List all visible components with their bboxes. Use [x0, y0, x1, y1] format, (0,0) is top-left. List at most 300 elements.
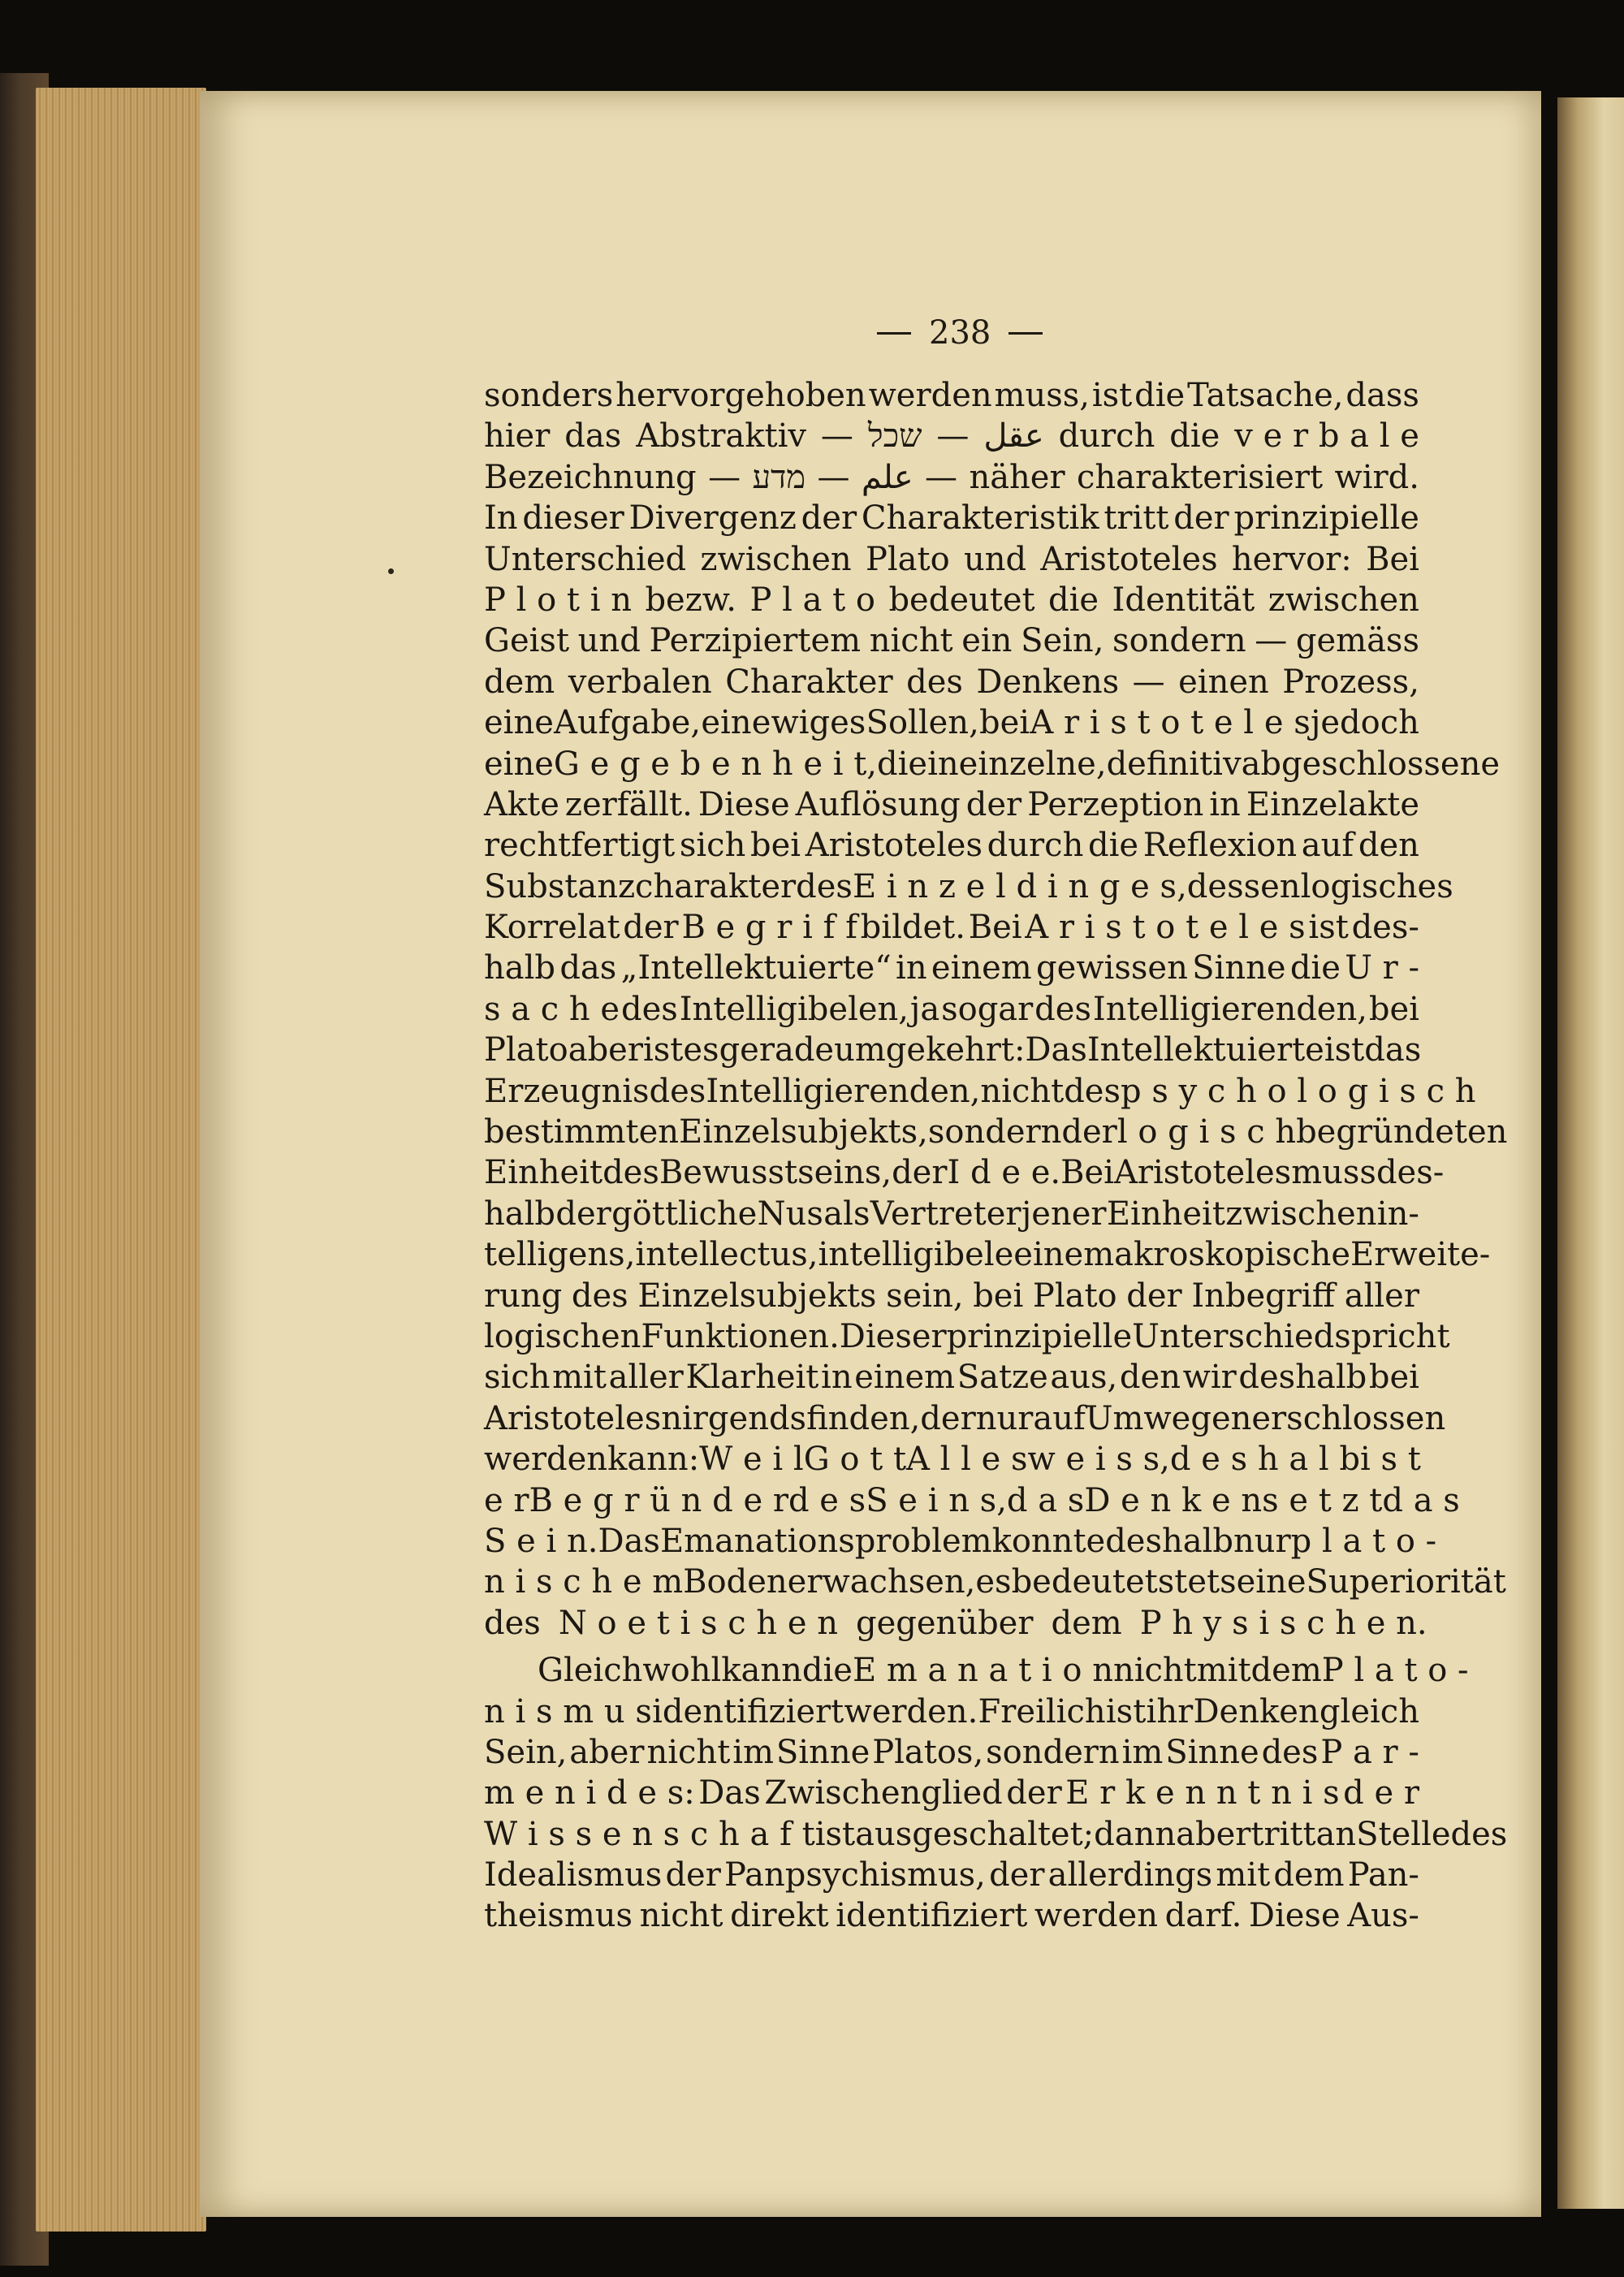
word: erschlossen [1251, 1399, 1446, 1437]
text-line [484, 1316, 1450, 1357]
word: Unterschied [484, 540, 687, 578]
word: Freilich [978, 1692, 1106, 1730]
text-line [484, 1480, 1460, 1521]
word: darf. [1164, 1897, 1242, 1935]
word: des [649, 1072, 706, 1110]
word: Klarheit [685, 1359, 819, 1397]
word: der [989, 1856, 1045, 1895]
word: aber [569, 1733, 645, 1771]
word: Abstraktiv [636, 417, 806, 456]
word: direkt [730, 1897, 829, 1935]
word: einem [854, 1359, 956, 1397]
page-header [877, 309, 1072, 357]
word: Perzeption [1027, 785, 1204, 823]
word: Zwischenglied [764, 1774, 1003, 1813]
text-line [484, 1650, 1469, 1691]
word: in [927, 745, 959, 783]
word: durch [987, 827, 1084, 865]
word: aber [1176, 1815, 1251, 1853]
word: jedoch [1310, 704, 1419, 742]
word: nicht [869, 622, 953, 660]
word: A r i s t o t e l e s [1030, 704, 1311, 742]
word: bedeutet [1011, 1563, 1158, 1601]
word: aller [608, 1359, 684, 1397]
word: sondern [986, 1733, 1120, 1771]
word: Stelle [1356, 1815, 1451, 1853]
word: die [877, 745, 928, 783]
word: Einheit [484, 1154, 603, 1192]
word: werden. [844, 1692, 978, 1730]
word: theismus [484, 1897, 633, 1935]
text-line [484, 580, 1419, 620]
word: d e r [1343, 1774, 1419, 1813]
word: Sinne [775, 1733, 870, 1771]
text-line [484, 866, 1453, 907]
text-line [484, 907, 1419, 948]
word: — [1255, 622, 1288, 660]
word: göttliche [611, 1195, 758, 1233]
word: hervor: [1231, 540, 1352, 578]
text-line [484, 702, 1419, 743]
word: kann [721, 1652, 802, 1690]
word: deshalb [1238, 1359, 1367, 1397]
word: Bezeichnung [484, 458, 697, 496]
word: mit [552, 1359, 607, 1397]
word: Boden [683, 1563, 788, 1601]
word: s e t z t [1262, 1481, 1383, 1519]
text-line [484, 1814, 1508, 1855]
word: in- [1376, 1195, 1419, 1233]
text-line [484, 1276, 1419, 1316]
word: Korrelat [484, 909, 620, 947]
word: logisches [1300, 867, 1453, 905]
word: G o t t [803, 1441, 907, 1479]
word: E m a n a t i o n [852, 1652, 1113, 1690]
word: Identität [1112, 581, 1255, 619]
word: der [1006, 1774, 1062, 1813]
word: abgeschlossene [1241, 745, 1501, 783]
word: des [620, 990, 678, 1028]
word: Prozess, [1282, 663, 1419, 701]
word: p l a t o - [1290, 1522, 1437, 1560]
word: gewissen [1036, 949, 1188, 987]
text-line [484, 744, 1501, 784]
word: Plato [484, 1031, 568, 1069]
word: im [732, 1733, 774, 1771]
word: zerfällt. [564, 785, 693, 823]
word: Diese [698, 785, 790, 823]
word: eine [484, 704, 554, 742]
word: Erweite- [1350, 1236, 1491, 1274]
word: das [1364, 1031, 1422, 1069]
word: dem [1250, 1652, 1322, 1690]
word: Bei [1366, 540, 1419, 578]
word: שכל [867, 417, 922, 456]
word: sein, [886, 1277, 964, 1315]
word: einem [931, 949, 1032, 987]
word: rechtfertigt [484, 827, 676, 865]
word: der [965, 785, 1022, 823]
word: nicht [646, 1733, 731, 1771]
text-line [484, 1895, 1419, 1936]
word: Charakteristik [861, 499, 1099, 538]
word: im [1121, 1733, 1164, 1771]
text-line [484, 1439, 1419, 1480]
word: des [603, 1154, 659, 1192]
word: nur [975, 1399, 1034, 1437]
word: bei [979, 704, 1030, 742]
word: Unterschied [1132, 1317, 1335, 1355]
word: in [896, 949, 927, 987]
word: des- [1351, 909, 1419, 947]
word: die [1289, 949, 1341, 987]
word: — [817, 458, 850, 496]
word: hervorgehoben [615, 377, 866, 414]
word: bei [1368, 990, 1419, 1028]
word: d e s h a l b [1169, 1441, 1360, 1479]
word: d a s [1006, 1481, 1085, 1519]
word: nur [1233, 1522, 1291, 1560]
word: eine [1236, 1563, 1307, 1601]
word: ist [1324, 1031, 1365, 1069]
word: P h y s i s c h e n. [1139, 1604, 1427, 1642]
word: charakterisiert [1077, 458, 1324, 496]
word: zwischen [1225, 1195, 1377, 1233]
word: eine [484, 745, 554, 783]
word: umgekehrt: [834, 1031, 1026, 1069]
text-line [484, 1071, 1476, 1112]
word: muss, [994, 377, 1090, 414]
word: Pan- [1347, 1856, 1419, 1895]
text-line [484, 1855, 1419, 1895]
word: das [559, 949, 617, 987]
word: bei [973, 1277, 1024, 1315]
word: finden, [806, 1399, 921, 1437]
word: auf [1033, 1399, 1086, 1437]
word: die [1169, 417, 1220, 456]
word: an [1315, 1815, 1357, 1853]
word: s a c h e [484, 990, 620, 1028]
word: intelligibele [818, 1236, 1014, 1274]
word: in [1209, 785, 1241, 823]
word: dass [1345, 377, 1419, 414]
word: die [801, 1652, 853, 1690]
text-line [484, 989, 1419, 1030]
text-line [484, 948, 1419, 988]
word: die [1134, 377, 1186, 414]
text-line [484, 1692, 1419, 1732]
word: rung [484, 1277, 563, 1315]
body-text [484, 375, 1508, 1937]
word: eine [1013, 1236, 1084, 1274]
word: aus, [1050, 1359, 1118, 1397]
word: ist [1091, 377, 1133, 414]
word: das [564, 417, 622, 456]
word: sonders [484, 377, 614, 414]
word: bezw. [645, 581, 736, 619]
word: der [555, 1195, 611, 1233]
word: sich [679, 827, 746, 865]
word: identifiziert [652, 1692, 844, 1730]
header-dash-right [1009, 332, 1043, 335]
facing-page-edge [1557, 97, 1624, 2209]
word: Umwegen [1085, 1399, 1252, 1437]
word: definitiv [1106, 745, 1242, 783]
word: identifiziert [836, 1897, 1028, 1935]
word: sondern [1112, 622, 1246, 660]
word: aller [1344, 1277, 1419, 1315]
word: Tatsache, [1187, 377, 1344, 414]
word: Das [1025, 1031, 1087, 1069]
word: als [823, 1195, 870, 1233]
word: Aufgabe, [554, 704, 702, 742]
word: Gleichwohl [538, 1652, 722, 1690]
word: muss [1291, 1154, 1376, 1192]
word: es [683, 1031, 719, 1069]
word: — [925, 458, 958, 496]
text-line [484, 620, 1419, 661]
text-line [484, 1603, 1427, 1644]
word: P l a t o [749, 581, 876, 619]
word: Plato [1032, 1277, 1117, 1315]
word: I d e e. [947, 1154, 1061, 1192]
text-line [484, 1562, 1506, 1602]
word: der [920, 1399, 976, 1437]
word: deshalb [1105, 1522, 1233, 1560]
word: allerdings [1047, 1856, 1213, 1895]
text-line [484, 1112, 1508, 1152]
word: d e s [788, 1481, 866, 1519]
word: E r k e n n t n i s [1065, 1774, 1340, 1813]
word: Aristoteles [1113, 1154, 1292, 1192]
word: des [906, 663, 963, 701]
word: Bewusstseins, [659, 1154, 892, 1192]
text-line [484, 1732, 1419, 1773]
word: aber [568, 1031, 643, 1069]
word: der [665, 1856, 721, 1895]
word: Denkens [976, 663, 1120, 701]
word: spricht [1334, 1317, 1450, 1355]
word: der [623, 909, 679, 947]
word: intellectus, [635, 1236, 818, 1274]
word: werden [484, 1441, 608, 1479]
word: P l o t i n [484, 581, 632, 619]
word: Intelligibelen, [679, 990, 909, 1028]
text-line [484, 1152, 1445, 1193]
word: Bei [1060, 1154, 1114, 1192]
word: durch [1058, 417, 1155, 456]
text-line [484, 662, 1419, 702]
word: B e g r ü n d e r [529, 1481, 788, 1519]
word: auf [1301, 827, 1354, 865]
word: jener [1021, 1195, 1107, 1233]
page-number: 238 [929, 314, 991, 352]
text-line [484, 825, 1419, 866]
word: Auflösung [795, 785, 961, 823]
word: des [571, 1277, 628, 1315]
word: der [1126, 1277, 1182, 1315]
word: des [1261, 1733, 1319, 1771]
word: S e i n s, [866, 1481, 1007, 1519]
word: stets [1157, 1563, 1237, 1601]
word: und [963, 540, 1027, 578]
word: tritt [1250, 1815, 1316, 1853]
word: Denken [1193, 1692, 1320, 1730]
word: — [708, 458, 741, 496]
word: bedeutet [888, 581, 1035, 619]
word: G e g e b e n h e i t, [553, 745, 878, 783]
word: ja [909, 990, 940, 1028]
word: der [1173, 499, 1229, 538]
word: „Intellektuierte“ [620, 949, 892, 987]
word: nicht [1112, 1652, 1197, 1690]
word: Reflexion [1142, 827, 1298, 865]
word: nicht [980, 1072, 1065, 1110]
word: Sollen, [866, 704, 979, 742]
word: logischen [484, 1317, 641, 1355]
text-line [484, 498, 1419, 538]
word: ist [642, 1031, 684, 1069]
word: ausgeschaltet; [855, 1815, 1095, 1853]
word: wird. [1334, 458, 1419, 496]
word: Aristoteles [484, 1399, 662, 1437]
word: Das [698, 1774, 761, 1813]
word: w e i s s, [1027, 1441, 1170, 1479]
word: der [892, 1154, 948, 1192]
word: nicht [639, 1897, 723, 1935]
word: des [1064, 1072, 1121, 1110]
word: A r i s t o t e l e s [1025, 909, 1306, 947]
word: Platos, [872, 1733, 984, 1771]
text-line [484, 1398, 1446, 1439]
word: Vertreter [870, 1195, 1021, 1233]
word: Einheit [1106, 1195, 1225, 1233]
word: des [1034, 990, 1091, 1028]
word: l o g i s c h [1116, 1113, 1297, 1151]
word: halb [484, 949, 556, 987]
word: Geist [484, 622, 570, 660]
text-line [484, 539, 1419, 580]
word: tritt [1104, 499, 1169, 538]
word: Sinne [1165, 1733, 1259, 1771]
word: W e i l [699, 1441, 804, 1479]
word: begründeten [1296, 1113, 1508, 1151]
word: dann [1094, 1815, 1177, 1853]
word: E i n z e l d i n g e s, [852, 867, 1187, 905]
word: علم [861, 458, 914, 496]
word: — [1132, 663, 1165, 701]
word: und [577, 622, 641, 660]
word: dem [1273, 1856, 1345, 1895]
word: gleich [1319, 1692, 1419, 1730]
word: d a s [1382, 1481, 1460, 1519]
word: werden [1034, 1897, 1158, 1935]
word: sogar [941, 990, 1034, 1028]
word: N o e t i s c h e n [558, 1604, 838, 1642]
word: Superiorität [1306, 1563, 1506, 1601]
word: den [1358, 827, 1419, 865]
page-edges [36, 88, 206, 2232]
word: prinzipielle [1233, 499, 1419, 538]
text-line [484, 1030, 1422, 1070]
word: In [484, 499, 518, 538]
word: Sinne [1192, 949, 1286, 987]
word: gemäss [1295, 622, 1419, 660]
word: des [484, 1604, 541, 1642]
word: Panpsychismus, [724, 1856, 986, 1895]
text-line [484, 1773, 1419, 1813]
word: Sein, [484, 1733, 568, 1771]
word: — [936, 417, 970, 456]
word: S e i n. [484, 1522, 598, 1560]
word: wir [1182, 1359, 1237, 1397]
word: ewiges [751, 704, 866, 742]
word: halb [484, 1195, 556, 1233]
word: Erzeugnis [484, 1072, 650, 1110]
word: i s t [1360, 1441, 1421, 1479]
word: sondern [927, 1113, 1062, 1151]
word: v e r b a l e [1234, 417, 1419, 456]
word: Sein, [1021, 622, 1104, 660]
word: der [801, 499, 857, 538]
word: D e n k e n [1084, 1481, 1263, 1519]
word: p s y c h o l o g i s c h [1121, 1072, 1476, 1110]
word: es [975, 1563, 1012, 1601]
word: dem [484, 663, 555, 701]
word: Substanzcharakter [484, 867, 797, 905]
word: m e n i d e s: [484, 1774, 695, 1813]
text-line [484, 375, 1419, 416]
word: ein [701, 704, 752, 742]
word: telligens, [484, 1236, 636, 1274]
word: bildet. [860, 909, 965, 947]
word: einzelne, [958, 745, 1107, 783]
word: Aus- [1347, 1897, 1419, 1935]
word: zwischen [700, 540, 852, 578]
word: zwischen [1268, 581, 1419, 619]
word: nirgends [661, 1399, 807, 1437]
word: Einzelsubjekts [637, 1277, 877, 1315]
word: W i s s e n s c h a f t [484, 1815, 815, 1853]
word: Intellektuierte [1086, 1031, 1324, 1069]
text-line [484, 1357, 1419, 1398]
text-line [484, 1521, 1437, 1562]
word: werden [868, 377, 992, 414]
word: A l l e s [906, 1441, 1028, 1479]
word: prinzipielle [946, 1317, 1133, 1355]
word: den [1119, 1359, 1181, 1397]
text-line [484, 1194, 1419, 1234]
word: gerade [719, 1031, 835, 1069]
word: Inbegriff [1191, 1277, 1336, 1315]
word: verbalen [568, 663, 712, 701]
word: in [821, 1359, 853, 1397]
text-line [484, 457, 1419, 498]
word: P a r - [1320, 1733, 1419, 1771]
header-dash-left [877, 332, 911, 335]
word: Aristoteles [1040, 540, 1218, 578]
word: Nus [757, 1195, 823, 1233]
word: konnte [991, 1522, 1106, 1560]
text-line [484, 1234, 1491, 1275]
word: عقل [983, 417, 1044, 456]
word: Bei [968, 909, 1022, 947]
word: dieser [522, 499, 624, 538]
word: Funktionen. [641, 1317, 840, 1355]
word: Plato [865, 540, 950, 578]
word: des [796, 867, 853, 905]
word: erwachsen, [787, 1563, 976, 1601]
